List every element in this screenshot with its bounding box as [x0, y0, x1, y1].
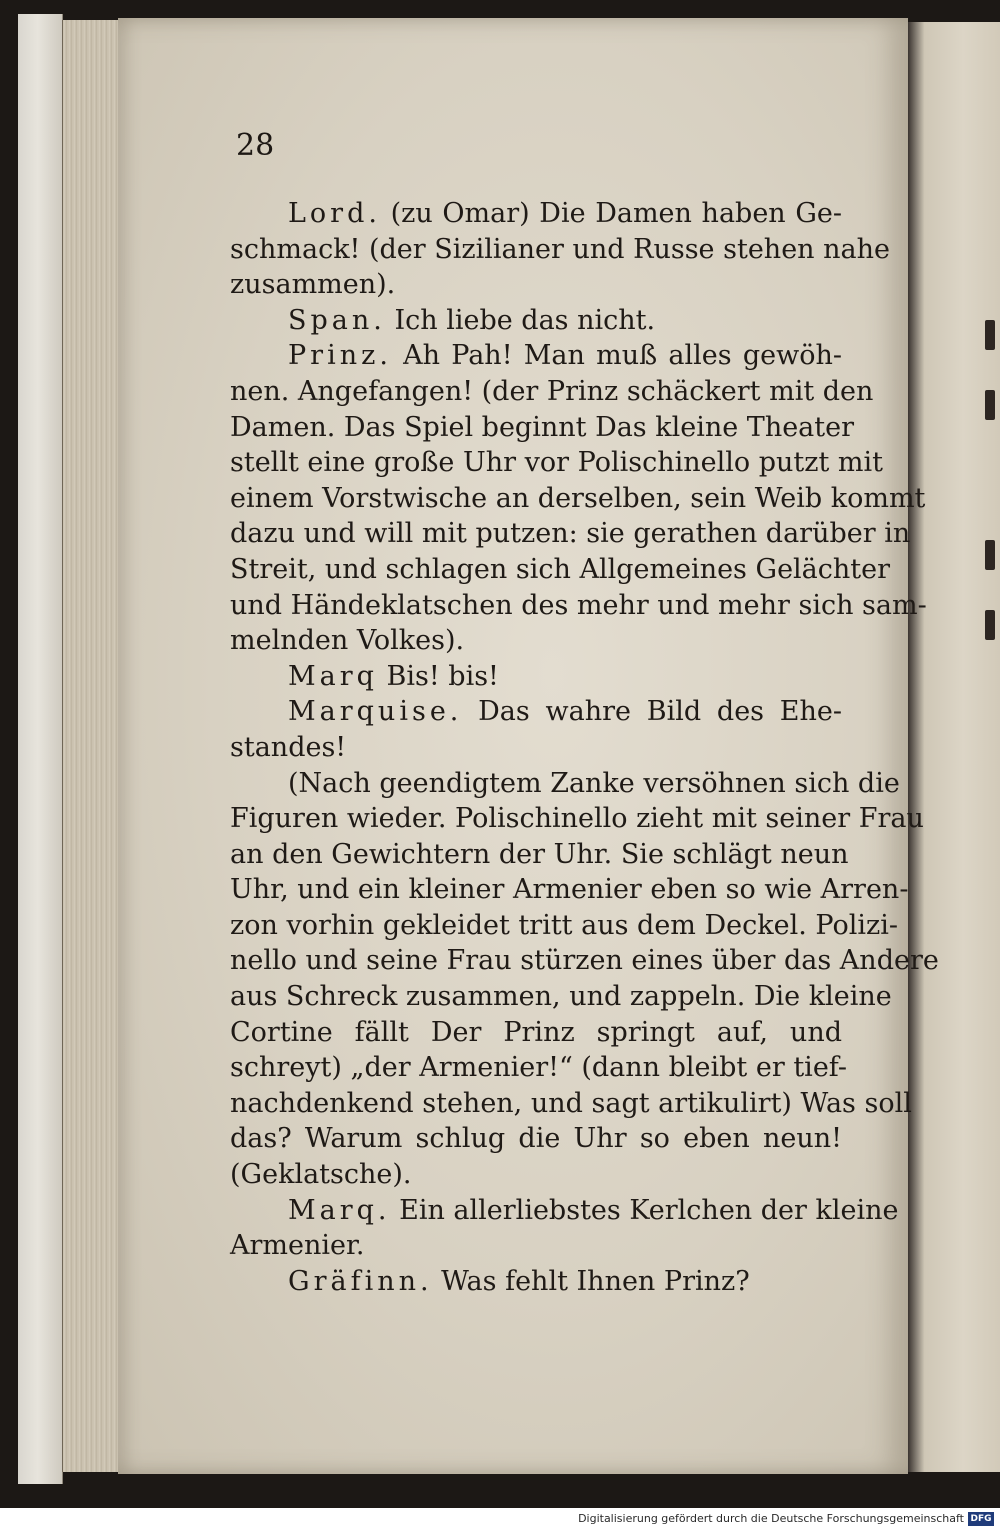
line-text: stellt eine große Uhr vor Polischinello putzt mit — [230, 447, 883, 479]
text-line — [230, 1086, 912, 1122]
line-text: nachdenkend stehen, und sagt artikulirt) Was soll — [230, 1087, 912, 1119]
text-line — [230, 1121, 842, 1157]
line-text: und Händeklatschen des mehr und mehr sich sam- — [230, 589, 927, 621]
adjacent-page-mark — [985, 610, 995, 640]
text-line — [230, 588, 927, 624]
line-text: Uhr, und ein kleiner Armenier eben so wie Arren- — [230, 874, 909, 906]
line-text: Ein allerliebstes Kerlchen der kleine — [390, 1194, 899, 1226]
text-line — [230, 943, 939, 979]
speaker-name: Lord. — [288, 198, 381, 229]
text-line — [230, 1015, 842, 1051]
dfg-logo-icon: DFG — [968, 1512, 994, 1526]
line-text: Damen. Das Spiel beginnt Das kleine Theater — [230, 411, 855, 443]
text-line — [230, 837, 849, 873]
line-text: Figuren wieder. Polischinello zieht mit seiner Frau — [230, 803, 924, 835]
text-line — [230, 908, 898, 944]
line-text: zusammen). — [230, 269, 396, 301]
line-text: schreyt) „der Armenier!“ (dann bleibt er tief- — [230, 1052, 847, 1084]
line-text: Was fehlt Ihnen Prinz? — [432, 1265, 750, 1297]
text-line — [230, 979, 892, 1015]
line-text: an den Gewichtern der Uhr. Sie schlägt neun — [230, 838, 849, 870]
page-number: 28 — [236, 128, 275, 163]
text-line — [230, 516, 911, 552]
line-text: aus Schreck zusammen, und zappeln. Die kleine — [230, 981, 892, 1013]
line-text: Bis! bis! — [377, 660, 499, 692]
adjacent-page — [908, 22, 1000, 1472]
line-text: zon vorhin gekleidet tritt aus dem Deckel. Polizi- — [230, 909, 898, 941]
line-text: melnden Volkes). — [230, 625, 465, 657]
text-line — [230, 694, 842, 730]
text-line — [230, 766, 900, 802]
text-line — [230, 1264, 842, 1300]
line-text: dazu und will mit putzen: sie gerathen darüber in — [230, 518, 911, 550]
text-line — [230, 730, 842, 766]
line-text: schmack! (der Sizilianer und Russe stehen nahe — [230, 233, 890, 265]
line-text: standes! — [230, 731, 347, 763]
line-text: nen. Angefangen! (der Prinz schäckert mit den — [230, 375, 874, 407]
text-line — [230, 267, 842, 303]
text-line — [230, 872, 909, 908]
speaker-name: Marquise. — [288, 696, 463, 728]
text-line — [230, 374, 874, 410]
text-line — [230, 1050, 847, 1086]
adjacent-page-mark — [985, 320, 995, 350]
text-line — [230, 623, 842, 659]
line-text: einem Vorstwische an derselben, sein Weib kommt — [230, 482, 926, 514]
text-line — [230, 196, 842, 232]
text-line — [230, 232, 890, 268]
line-text: das? Warum schlug die Uhr so eben neun! — [230, 1123, 842, 1155]
line-text: (Geklatsche). — [230, 1159, 412, 1191]
line-text: Armenier. — [230, 1230, 365, 1262]
text-line — [230, 445, 883, 481]
text-line — [230, 1157, 842, 1193]
line-text: (zu Omar) Die Damen haben Ge- — [380, 198, 842, 229]
line-text: (Nach geendigtem Zanke versöhnen sich die — [288, 767, 900, 799]
adjacent-page-mark — [985, 540, 995, 570]
text-line — [230, 1228, 842, 1264]
line-text: Ah Pah! Man muß alles gewöh- — [391, 340, 842, 372]
page-text — [230, 130, 939, 1299]
text-line — [230, 338, 842, 374]
text-line — [230, 801, 924, 837]
adjacent-page-mark — [985, 390, 995, 420]
line-text: Das wahre Bild des Ehe- — [462, 696, 842, 728]
speaker-name: Span. — [288, 304, 386, 336]
text-line — [230, 481, 926, 517]
speaker-name: Marq — [288, 660, 378, 692]
line-text: Ich liebe das nicht. — [385, 304, 656, 336]
line-text: Streit, und schlagen sich Allgemeines Gelächter — [230, 553, 891, 585]
text-line — [230, 659, 842, 695]
text-line — [230, 303, 842, 339]
speaker-name: Marq. — [288, 1194, 391, 1226]
text-line — [230, 410, 855, 446]
book-cover-edge — [18, 14, 63, 1484]
speaker-name: Gräfinn. — [288, 1265, 433, 1297]
line-text: nello und seine Frau stürzen eines über das Andere — [230, 945, 939, 977]
text-line — [230, 552, 891, 588]
footer-credit: Digitalisierung gefördert durch die Deutsche Forschungsgemeinschaft — [578, 1512, 964, 1525]
speaker-name: Prinz. — [288, 340, 392, 372]
text-line — [230, 1193, 899, 1229]
line-text: Cortine fällt Der Prinz springt auf, und — [230, 1016, 842, 1048]
